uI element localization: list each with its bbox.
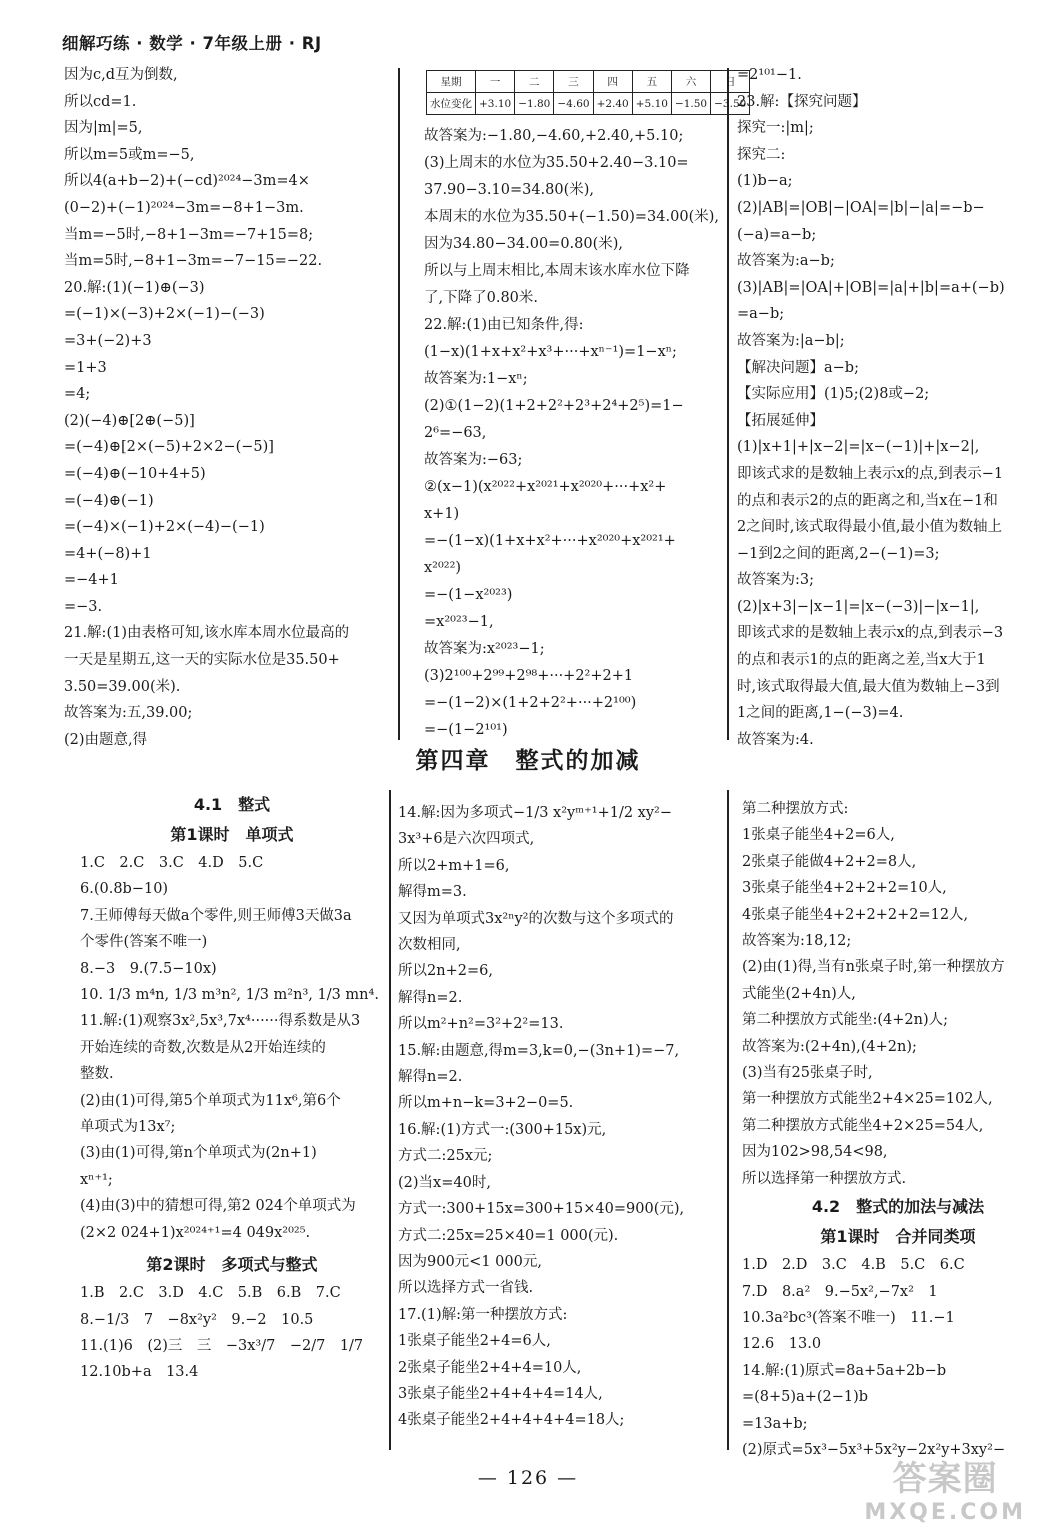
text-line: 时,该式取得最大值,最大值为数轴上−3到 bbox=[737, 678, 1000, 695]
text-line: 故答案为:a−b; bbox=[737, 253, 835, 270]
text-line: 解得m=3. bbox=[398, 884, 467, 901]
text-line: 所以2+m+1=6, bbox=[398, 857, 510, 874]
text-line: 14.解:(1)原式=8a+5a+2b−b bbox=[742, 1362, 947, 1379]
column-divider bbox=[389, 790, 391, 1450]
lower-column-3 bbox=[742, 796, 1054, 1463]
text-line: 8.−3 9.(7.5−10x) bbox=[80, 960, 217, 977]
text-line: 单项式为13x⁷; bbox=[80, 1119, 176, 1136]
text-line: 故答案为:−1.80,−4.60,+2.40,+5.10; bbox=[424, 128, 684, 144]
table-cell: 水位变化 bbox=[427, 93, 476, 115]
text-line: 8.−1/3 7 −8x²y² 9.−2 10.5 bbox=[80, 1311, 314, 1328]
text-line: 故答案为:4. bbox=[737, 731, 814, 748]
text-line: 所以cd=1. bbox=[64, 93, 137, 110]
text-line: =3+(−2)+3 bbox=[64, 332, 152, 349]
text-line: (4)由(3)中的猜想可得,第2 024个单项式为 bbox=[80, 1198, 356, 1215]
section-title: 4.1 整式 bbox=[193, 795, 271, 814]
text-line: 一天是星期五,这一天的实际水位是35.50+ bbox=[64, 652, 340, 669]
text-line: =4; bbox=[64, 386, 91, 403]
table-cell: −1.50 bbox=[671, 93, 710, 115]
watermark-text: 答案圈 bbox=[892, 1459, 998, 1499]
text-line: =(8+5)a+(2−1)b bbox=[742, 1389, 869, 1406]
column-divider bbox=[727, 790, 729, 1450]
text-line: 因为102>98,54<98, bbox=[742, 1144, 888, 1161]
text-line: 17.(1)解:第一种摆放方式: bbox=[398, 1306, 568, 1323]
table-header-cell: 二 bbox=[515, 71, 554, 93]
text-line: 次数相同, bbox=[398, 937, 461, 954]
text-line: (2)原式=5x³−5x³+5x²y−2x²y+3xy²− bbox=[742, 1441, 1006, 1458]
text-line: 方式二:25x元; bbox=[398, 1148, 493, 1165]
text-line: =−(1−x)(1+x+x²+···+x²⁰²⁰+x²⁰²¹+ bbox=[424, 533, 676, 549]
text-line: 式能坐(2+4n)人, bbox=[742, 985, 856, 1002]
text-line: 故答案为:1−xⁿ; bbox=[424, 371, 528, 387]
text-line: 10. 1/3 m⁴n, 1/3 m³n², 1/3 m²n³, 1/3 mn⁴. bbox=[80, 987, 379, 1004]
text-line: 故答案为:−63; bbox=[424, 452, 523, 468]
text-line: x+1) bbox=[424, 506, 460, 522]
text-line: 所以与上周末相比,本周末该水库水位下降 bbox=[424, 263, 690, 279]
text-line: (1)|x+1|+|x−2|=|x−(−1)|+|x−2|, bbox=[737, 439, 980, 456]
watermark-url: MXQE.COM bbox=[864, 1500, 1026, 1525]
text-line: =x²⁰²³−1, bbox=[424, 614, 494, 630]
page-number: — 126 — bbox=[477, 1467, 579, 1489]
text-line: 第二种摆放方式能坐:(4+2n)人; bbox=[742, 1012, 949, 1029]
text-line: 故答案为:|a−b|; bbox=[737, 332, 845, 349]
text-line: (3)2¹⁰⁰+2⁹⁹+2⁹⁸+···+2²+2+1 bbox=[424, 668, 634, 684]
text-line: 1张桌子能坐4+2=6人, bbox=[742, 827, 895, 844]
text-line: 因为34.80−34.00=0.80(米), bbox=[424, 236, 624, 252]
text-line: 1.D 2.D 3.C 4.B 5.C 6.C bbox=[742, 1257, 965, 1274]
section-title: 4.2 整式的加法与减法 bbox=[811, 1197, 985, 1217]
text-line: 探究二: bbox=[737, 146, 786, 163]
text-line: 2张桌子能做4+2+2=8人, bbox=[742, 853, 917, 870]
text-line: =a−b; bbox=[737, 306, 785, 323]
text-line: 所以选择第一种摆放方式. bbox=[742, 1170, 907, 1187]
lower-column-1 bbox=[80, 790, 384, 1386]
text-line: (1−x)(1+x+x²+x³+···+xⁿ⁻¹)=1−xⁿ; bbox=[424, 344, 677, 360]
upper-column-1 bbox=[64, 62, 394, 753]
upper-column-3 bbox=[737, 62, 1055, 753]
text-line: 方式二:25x=25×40=1 000(元). bbox=[398, 1227, 619, 1244]
table-header-cell: 日 bbox=[711, 71, 750, 93]
text-line: −1到2之间的距离,2−(−1)=3; bbox=[737, 545, 940, 562]
text-line: 因为c,d互为倒数, bbox=[64, 67, 178, 83]
text-line: (3)上周末的水位为35.50+2.40−3.10= bbox=[424, 155, 689, 171]
text-line: 2⁶=−63, bbox=[424, 425, 487, 441]
text-line: 【实际应用】(1)5;(2)8或−2; bbox=[737, 386, 930, 403]
text-line: 的点和表示2的点的距离之和,当x在−1和 bbox=[737, 492, 998, 509]
text-line: (3)由(1)可得,第n个单项式为(2n+1) bbox=[80, 1145, 317, 1162]
text-line: (3)|AB|=|OA|+|OB|=|a|+|b|=a+(−b) bbox=[737, 279, 1005, 296]
text-line: 的点和表示1的点的距离之差,当x大于1 bbox=[737, 652, 986, 669]
text-line: 【拓展延伸】 bbox=[737, 412, 824, 429]
text-line: 3张桌子能坐4+2+2+2=10人, bbox=[742, 880, 947, 897]
text-line: 本周末的水位为35.50+(−1.50)=34.00(米), bbox=[424, 209, 719, 225]
watermark-logo bbox=[864, 1459, 1026, 1530]
text-line: 10.3a²bc³(答案不唯一) 11.−1 bbox=[742, 1309, 955, 1326]
table-cell: −1.80 bbox=[515, 93, 554, 115]
text-line: 个零件(答案不唯一) bbox=[80, 934, 208, 951]
text-line: =−(1−x²⁰²³) bbox=[424, 587, 513, 603]
text-line: (2)由(1)可得,第5个单项式为11x⁶,第6个 bbox=[80, 1092, 341, 1109]
text-line: 解得n=2. bbox=[398, 1069, 463, 1086]
text-line: 故答案为:五,39.00; bbox=[64, 705, 193, 722]
text-line: =−(1−2)×(1+2+2²+···+2¹⁰⁰) bbox=[424, 695, 637, 711]
text-line: 4张桌子能坐4+2+2+2+2=12人, bbox=[742, 906, 969, 923]
text-line: 6.(0.8b−10) bbox=[80, 881, 169, 898]
text-line: =−4+1 bbox=[64, 572, 119, 589]
table-cell: +5.10 bbox=[632, 93, 671, 115]
text-line: 1张桌子能坐2+4=6人, bbox=[398, 1333, 551, 1350]
text-line: 所以m+n−k=3+2−0=5. bbox=[398, 1095, 574, 1112]
text-line: (1)b−a; bbox=[737, 173, 793, 190]
lower-column-2 bbox=[398, 800, 723, 1434]
text-line: 即该式求的是数轴上表示x的点,到表示−3 bbox=[737, 625, 1004, 642]
text-line: 14.解:因为多项式−1/3 x²yᵐ⁺¹+1/2 xy²− bbox=[398, 805, 673, 821]
column-divider bbox=[398, 68, 400, 740]
text-line: (3)当有25张桌子时, bbox=[742, 1065, 873, 1082]
text-line: 2之间时,该式取得最小值,最小值为数轴上 bbox=[737, 519, 1002, 536]
text-line: 4张桌子能坐2+4+4+4+4=18人; bbox=[398, 1412, 625, 1429]
text-line: 所以m=5或m=−5, bbox=[64, 146, 195, 163]
text-line: 开始连续的奇数,次数是从2开始连续的 bbox=[80, 1039, 326, 1056]
lesson-title: 第2课时 多项式与整式 bbox=[146, 1255, 318, 1275]
lesson-title: 第1课时 单项式 bbox=[170, 825, 294, 844]
table-header-cell: 四 bbox=[593, 71, 632, 93]
text-line: 3张桌子能坐2+4+4+4=14人, bbox=[398, 1385, 603, 1402]
text-line: x²⁰²²) bbox=[424, 560, 462, 576]
text-line: 3.50=39.00(米). bbox=[64, 678, 181, 695]
text-line: =4+(−8)+1 bbox=[64, 545, 152, 562]
text-line: (2×2 024+1)x²⁰²⁴⁺¹=4 049x²⁰²⁵. bbox=[80, 1224, 311, 1241]
text-line: 所以4(a+b−2)+(−cd)²⁰²⁴−3m=4× bbox=[64, 173, 310, 190]
upper-column-2 bbox=[424, 70, 747, 744]
text-line: 7.王师傅每天做a个零件,则王师傅3天做3a bbox=[80, 907, 352, 924]
text-line: =(−1)×(−3)+2×(−1)−(−3) bbox=[64, 306, 265, 323]
table-cell: +2.40 bbox=[593, 93, 632, 115]
text-line: 又因为单项式3x²ⁿy²的次数与这个多项式的 bbox=[398, 910, 674, 927]
chapter-title: 第四章 整式的加减 bbox=[415, 748, 641, 774]
table-cell: −3.50 bbox=[711, 93, 750, 115]
text-line: 故答案为:x²⁰²³−1; bbox=[424, 641, 545, 657]
text-line: 1.B 2.C 3.D 4.C 5.B 6.B 7.C bbox=[80, 1285, 341, 1302]
table-cell: +3.10 bbox=[476, 93, 515, 115]
text-line: (−a)=a−b; bbox=[737, 226, 817, 243]
text-line: 3x³+6是六次四项式, bbox=[398, 831, 535, 848]
text-line: 23.解:【探究问题】 bbox=[737, 93, 867, 110]
text-line: 21.解:(1)由表格可知,该水库本周水位最高的 bbox=[64, 625, 350, 642]
text-line: 故答案为:(2+4n),(4+2n); bbox=[742, 1038, 917, 1055]
text-line: =−(1−2¹⁰¹) bbox=[424, 722, 508, 738]
text-line: (2)(−4)⊕[2⊕(−5)] bbox=[64, 412, 195, 429]
text-line: (0−2)+(−1)²⁰²⁴−3m=−8+1−3m. bbox=[64, 199, 304, 216]
table-header-cell: 三 bbox=[554, 71, 593, 93]
text-line: 1.C 2.C 3.C 4.D 5.C bbox=[80, 855, 264, 871]
text-line: =1+3 bbox=[64, 359, 107, 376]
table-header-cell: 星期 bbox=[427, 71, 476, 93]
text-line: 所以2n+2=6, bbox=[398, 963, 493, 980]
text-line: (2)|x+3|−|x−1|=|x−(−3)|−|x−1|, bbox=[737, 598, 980, 615]
water-level-table bbox=[426, 70, 750, 115]
text-line: 第二种摆放方式能坐4+2×25=54人, bbox=[742, 1117, 984, 1134]
text-line: 20.解:(1)(−1)⊕(−3) bbox=[64, 279, 205, 296]
text-line: 第一种摆放方式能坐2+4×25=102人, bbox=[742, 1091, 993, 1108]
text-line: 所以选择方式一省钱. bbox=[398, 1280, 534, 1297]
text-line: 因为|m|=5, bbox=[64, 120, 143, 137]
text-line: 方式一:300+15x=300+15×40=900(元), bbox=[398, 1201, 685, 1218]
text-line: (2)当x=40时, bbox=[398, 1174, 491, 1191]
book-header: 细解巧练 · 数学 · 7年级上册 · RJ bbox=[62, 34, 322, 53]
text-line: (2)①(1−2)(1+2+2²+2³+2⁴+2⁵)=1− bbox=[424, 398, 684, 414]
text-line: 1之间的距离,1−(−3)=4. bbox=[737, 705, 904, 722]
text-line: 当m=5时,−8+1−3m=−7−15=−22. bbox=[64, 253, 323, 270]
text-line: xⁿ⁺¹; bbox=[80, 1171, 113, 1188]
text-line: (2)由题意,得 bbox=[64, 731, 148, 748]
text-line: ②(x−1)(x²⁰²²+x²⁰²¹+x²⁰²⁰+···+x²+ bbox=[424, 479, 667, 495]
column-divider bbox=[727, 68, 729, 740]
text-line: 15.解:由题意,得m=3,k=0,−(3n+1)=−7, bbox=[398, 1042, 680, 1059]
text-line: =13a+b; bbox=[742, 1415, 808, 1432]
text-line: 11.(1)6 (2)三 三 −3x³/7 −2/7 1/7 bbox=[80, 1337, 364, 1354]
text-line: =−3. bbox=[64, 598, 103, 615]
table-header-cell: 一 bbox=[476, 71, 515, 93]
table-header-cell: 六 bbox=[671, 71, 710, 93]
text-line: =(−4)⊕[2×(−5)+2×2−(−5)] bbox=[64, 439, 274, 456]
lesson-title: 第1课时 合并同类项 bbox=[820, 1227, 976, 1247]
text-line: 整数. bbox=[80, 1066, 114, 1083]
text-line: 探究一:|m|; bbox=[737, 120, 814, 137]
text-line: 12.6 13.0 bbox=[742, 1336, 822, 1353]
text-line: 37.90−3.10=34.80(米), bbox=[424, 182, 595, 198]
text-line: 当m=−5时,−8+1−3m=−7+15=8; bbox=[64, 226, 314, 243]
text-line: 故答案为:3; bbox=[737, 572, 814, 589]
text-line: =(−4)⊕(−1) bbox=[64, 492, 154, 509]
table-header-cell: 五 bbox=[632, 71, 671, 93]
text-line: 了,下降了0.80米. bbox=[424, 290, 539, 306]
text-line: 故答案为:18,12; bbox=[742, 933, 852, 950]
text-line: =(−4)⊕(−10+4+5) bbox=[64, 465, 206, 482]
text-line: 即该式求的是数轴上表示x的点,到表示−1 bbox=[737, 465, 1004, 482]
text-line: 7.D 8.a² 9.−5x²,−7x² 1 bbox=[742, 1283, 938, 1300]
text-line: =2¹⁰¹−1. bbox=[737, 67, 802, 83]
table-cell: −4.60 bbox=[554, 93, 593, 115]
text-line: 解得n=2. bbox=[398, 989, 463, 1006]
text-line: 22.解:(1)由已知条件,得: bbox=[424, 317, 584, 333]
text-line: 11.解:(1)观察3x²,5x³,7x⁴······得系数是从3 bbox=[80, 1013, 361, 1030]
text-line: 2张桌子能坐2+4+4=10人, bbox=[398, 1359, 582, 1376]
text-line: 16.解:(1)方式一:(300+15x)元, bbox=[398, 1121, 607, 1138]
text-line: 因为900元<1 000元, bbox=[398, 1253, 542, 1270]
text-line: (2)|AB|=|OB|−|OA|=|b|−|a|=−b− bbox=[737, 199, 985, 216]
text-line: 第二种摆放方式: bbox=[742, 801, 849, 817]
text-line: 【解决问题】a−b; bbox=[737, 359, 859, 376]
text-line: 12.10b+a 13.4 bbox=[80, 1364, 199, 1381]
text-line: =(−4)×(−1)+2×(−4)−(−1) bbox=[64, 519, 265, 536]
text-line: 所以m²+n²=3²+2²=13. bbox=[398, 1016, 564, 1033]
text-line: (2)由(1)得,当有n张桌子时,第一种摆放方 bbox=[742, 959, 1005, 976]
